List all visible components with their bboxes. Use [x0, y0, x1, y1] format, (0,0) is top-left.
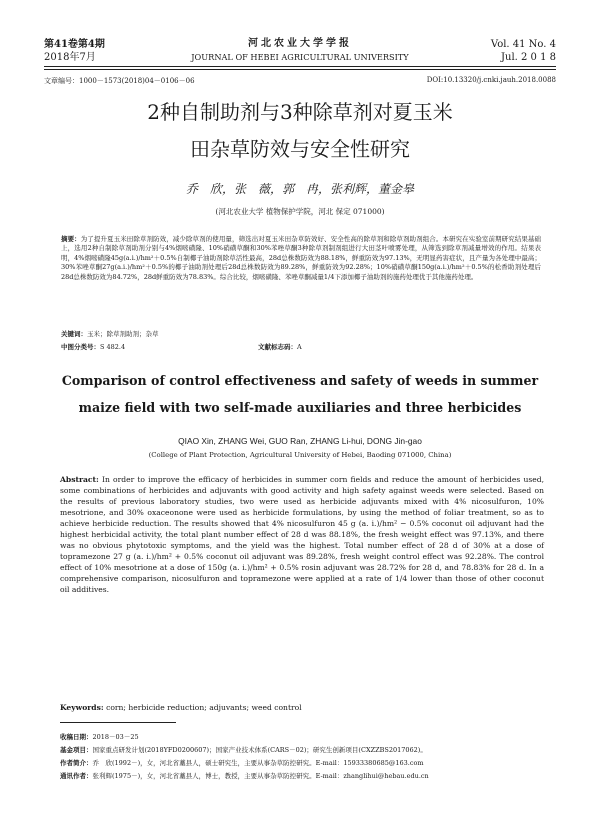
keywords-en-text: corn; herbicide reduction; adjuvants; weed control [103, 703, 302, 712]
received-date: 2018－03－25 [92, 733, 139, 741]
abstract-en [60, 474, 544, 595]
abstract-en-text: In order to improve the efficacy of herbicides in summer corn fields and reduce the amount of herbicides used, some combinations of herbicides and adjuvants with good activity and high safety against weeds were selected. Based on the results of previous laboratory studies, two were used as herbicide adjuvants mixed with 4% nicosulfuron, 10% mesotrione, and 30% oxaceonone were used as herbicide formulations, by using the method of foliar treatment, so as to achieve herbicide reduction. The results showed that 4% nicosulfuron 45 g (a. i.)/hm² − 0.5% coconut oil adjuvant had the highest herbicidal activity, the total plant number effect of 28 d was 88.18%, the fresh weight effect was 97.13%, and there was no obvious phytotoxic symptoms, and the yield was the highest. Total number effect of 28 d of 30% at a dose of topramezone 27 g (a. i.)/hm² + 0.5% coconut oil adjuvant was 89.28%, fresh weight control effect was 92.28%. The control effect of 10% mesotrione at a dose of 150g (a. i.)/hm² + 0.5% rosin adjuvant was 28.72% for 28 d, and 78.83% for 28 d. In a comprehensive comparison, nicosulfuron and topramezone were applied at a rate of 1/4 lower than those of other coconut oil additives. [60, 475, 544, 594]
clc-label: 中图分类号： [61, 343, 100, 351]
doc-code-label: 文献标志码： [258, 343, 297, 351]
keywords-cn-label: 关键词： [61, 330, 87, 338]
doc-code-value: A [297, 343, 302, 351]
journal-name-en: JOURNAL OF HEBEI AGRICULTURAL UNIVERSITY [191, 52, 409, 62]
title-en-line-2: maize field with two self-made auxiliaries and three herbicides [78, 400, 522, 415]
keywords-cn [61, 330, 159, 339]
abstract-cn-text: 为了提升夏玉米田除草剂防效，减少除草剂的使用量，筛选出对夏玉米田杂草防效好、安全性高的除草剂和除草剂助剂组合。本研究在实验室前期研究结果基础上，选用2种自制除草剂助剂分别与4%烟嘧磺隆、10%硝磺草酮和30%苯唑草酮3种除草剂制剂组进行大田茎叶喷雾处理，从筛选到除草剂减量增效的作用。结果表明，4%烟嘧磺隆45g(a.i.)/hm²＋0.5%自制椰子油助剂除草活性最高，28d总株数防效为88.18%，鲜重防效为97.13%，无明显药害症状，且产量为各处理中最高；30%苯唑草酮27g(a.i.)/hm²＋0.5%的椰子油助剂处理后28d总株数防效为89.28%，鲜重防效为92.28%；10%硝磺草酮150g(a.i.)/hm²＋0.5%的松香助剂处理后28d总株数防效为84.72%，28d鲜重防效为78.83%。综合比较，烟嘧磺隆、苯唑草酮减量1/4下添加椰子油助剂的施药处理优于其他施药处理。 [61, 235, 542, 281]
header-rule-thin [44, 69, 556, 70]
affiliation-cn: (河北农业大学 植物保护学院，河北 保定 071000) [215, 207, 385, 216]
journal-name-cn: 河北农业大学学报 [248, 38, 352, 49]
keywords-en [60, 702, 302, 713]
date-cn: 2018年7月 [44, 52, 96, 63]
title-cn-line-1: 2种自制助剂与3种除草剂对夏玉米 [147, 100, 453, 124]
keywords-en-label: Keywords: [60, 703, 104, 712]
funding-text: 国家重点研发计划(2018YFD0200607)；国家产业技术体系(CARS－02)；研究生创新项目(CXZZBS2017062)。 [92, 746, 427, 754]
title-cn-line-2: 田杂草防效与安全性研究 [190, 137, 410, 161]
title-en-line-1: Comparison of control effectiveness and safety of weeds in summer [61, 373, 539, 388]
abstract-cn [61, 235, 541, 282]
volume-en: Vol. 41 No. 4 [490, 39, 556, 50]
author-info-label: 作者简介： [60, 759, 93, 767]
authors-en: QIAO Xin, ZHANG Wei, GUO Ran, ZHANG Li-hui, DONG Jin-gao [178, 436, 422, 446]
corresponding-label: 通讯作者： [60, 772, 93, 780]
affiliation-en: (College of Plant Protection, Agricultural University of Hebei, Baoding 071000, China) [148, 451, 452, 459]
funding-label: 基金项目： [60, 746, 93, 754]
authors-cn: 乔 欣，张 薇，郭 冉，张利辉，董金皋 [185, 182, 414, 196]
received-label: 收稿日期： [60, 733, 93, 741]
keywords-cn-text: 玉米；除草剂助剂；杂草 [87, 330, 159, 338]
footnote-received [60, 733, 139, 742]
author-info-text: 乔 欣(1992－)，女，河北省藁县人，硕士研究生，主要从事杂草防控研究。E-mail：15933380685@163.com [92, 759, 424, 767]
footnote-rule [60, 722, 176, 723]
footnote-funding [60, 746, 427, 755]
date-en: Jul. 2 0 1 8 [501, 52, 556, 63]
volume-cn: 第41卷第4期 [44, 39, 105, 50]
footnote-author [60, 759, 424, 768]
clc-number [61, 343, 125, 352]
document-code [258, 343, 302, 352]
doi: DOI:10.13320/j.cnki.jauh.2018.0088 [426, 76, 556, 84]
abstract-cn-label: 摘要： [61, 235, 81, 243]
footnote-corresponding [60, 772, 429, 781]
corresponding-text: 张利辉(1975－)，女，河北省藁县人，博士，教授，主要从事杂草防控研究。E-mail：zhanglihui@hebau.edu.cn [92, 772, 429, 780]
header-rule [44, 66, 556, 67]
article-number: 文章编号：1000－1573(2018)04－0106－06 [44, 77, 195, 85]
clc-value: S 482.4 [100, 343, 126, 351]
abstract-en-label: Abstract: [60, 475, 99, 484]
